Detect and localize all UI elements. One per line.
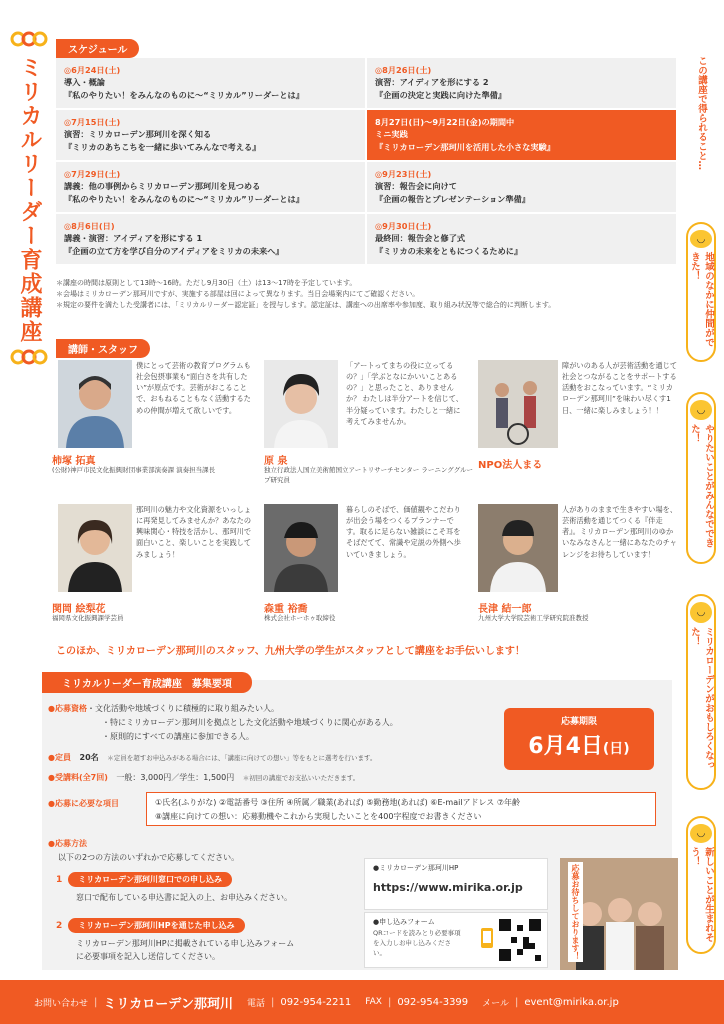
recruit-label-wrap [42, 672, 252, 693]
benefit-text: やりたいことがみんなでできた！ [689, 424, 714, 548]
benefit-text: ミリカローデンがおもしろくなった！ [689, 627, 714, 770]
schedule-cell [56, 58, 365, 108]
schedule-topic: 導入・概論 [64, 77, 105, 88]
person-icon [478, 504, 558, 592]
method-2 [56, 918, 245, 933]
rings-icon [9, 30, 49, 48]
method-2-line: ミリカローデン那珂川HPに掲載されている申し込みフォーム [76, 939, 295, 948]
fee-row [48, 772, 359, 783]
staff-name: NPO法人まる [478, 460, 543, 471]
staff-comment: 「アートってまちの役に立ってるの？」「学ぶとなにかいいことあるの？」と思ったこと、ありませんか？ わたしは半分アートを信じて、半分疑っています。わたしと一緒に考えてみませんか。 [346, 361, 463, 426]
person-icon [264, 360, 338, 448]
schedule-date: ◎7月15日(土) [64, 117, 121, 127]
schedule-subtitle: 『企画の立て方を学び自分のアイディアをミリカの未来へ』 [64, 245, 284, 256]
schedule-topic: 演習：アイディアを形にする 2 [375, 77, 489, 88]
staff-affiliation: 九州大学大学院芸術工学研究院准教授 [478, 614, 589, 622]
method-2-line: に必要事項を記入し送信してください。 [76, 951, 220, 961]
hp-url-link[interactable]: https://www.mirika.or.jp [373, 881, 523, 894]
schedule-date: ◎9月30日(土) [375, 221, 432, 231]
tel-value[interactable]: 092-954-2211 [280, 996, 352, 1008]
smile-face-icon: ◡ [690, 230, 712, 248]
method-intro: 以下の2つの方法のいずれかで応募してください。 [58, 853, 240, 862]
person-icon [58, 504, 132, 592]
staff-photo [58, 504, 132, 592]
schedule-date: ◎8月26日(土) [375, 65, 432, 75]
schedule-cell-highlight [367, 110, 676, 160]
page-title: ミリカルリーダー育成講座 [17, 56, 42, 344]
required-items-line: ⑧講座に向けての想い：応募動機やこれから実現したいことを400字程度でお書きください [155, 811, 482, 821]
benefit-text: 新しいことが生まれそう！ [689, 847, 714, 943]
benefit-bubble [686, 222, 716, 362]
staff-affiliation: 福岡県文化振興課学芸員 [52, 614, 124, 622]
method-title: ミリカローデン那珂川窓口での申し込み [68, 872, 232, 887]
benefits-intro: この講座で得られること… [696, 56, 707, 170]
person-icon [58, 360, 132, 448]
staff-name: 原 泉 [264, 456, 288, 467]
qual-line: ・特にミリカローデン那珂川を拠点とした文化活動や地域づくりに関心がある人。 [102, 718, 398, 727]
staff-photo [478, 360, 558, 448]
qual-label: ●応募資格 [48, 704, 87, 713]
staff-photo [264, 504, 338, 592]
staff-name: 森重 裕喬 [264, 604, 308, 615]
fee-value: 一般：3,000円／学生：1,500円 [116, 773, 235, 782]
staff-comment: 那珂川の魅力や文化資源をいっしょに再発見してみませんか？あなたの興味関心・特技を活かし、那珂川で面白いこと、楽しいことを実践してみましょう！ [136, 505, 252, 559]
fee-note: ＊初回の講座でお支払いいただきます。 [242, 774, 360, 782]
qr-code-icon[interactable] [499, 919, 541, 961]
staff-affiliation: 独立行政法人国立美術館国立アートリサーチセンター ラーニンググループ研究員 [264, 466, 474, 484]
staff-label: 講師・スタッフ [56, 339, 150, 358]
smartphone-icon [479, 927, 495, 949]
schedule-date: ◎6月24日(土) [64, 65, 121, 75]
fee-label: ●受講料(全7回) [48, 773, 108, 782]
waiting-message: 応募お待ちしております！ [568, 862, 583, 962]
schedule-subtitle: 『ミリカの未来をともにつくるために』 [375, 245, 523, 256]
note-line: ＊会場はミリカローデン那珂川ですが、実施する部屋は回によって異なります。当日会場案内にてご確認ください。 [56, 290, 420, 299]
hp-box [364, 858, 548, 910]
schedule-grid [56, 58, 676, 264]
schedule-date: ◎8月6日(日) [64, 221, 115, 231]
benefit-text: 地域のなかに仲間ができた！ [689, 252, 714, 348]
schedule-topic: 講義・演習：アイディアを形にする 1 [64, 233, 203, 244]
smile-face-icon: ◡ [690, 602, 712, 623]
schedule-topic: ミニ実践 [375, 129, 408, 140]
fax-label: FAX [365, 997, 382, 1007]
rings-icon [9, 348, 49, 366]
deadline-date: 6月4日 [528, 734, 603, 759]
schedule-subtitle: 『ミリカのあちこちを一緒に歩いてみんなで考える』 [64, 141, 261, 152]
schedule-notes [56, 278, 686, 312]
staff-label-wrap [56, 338, 150, 358]
schedule-topic: 講義：他の事例からミリカローデン那珂川を見つめる [64, 181, 261, 192]
staff-comment: 暮らしのそばで、価値観やこだわりが出会う場をつくるプランナーです。取るに足らない雑談にこそ耳をそばだてて、常識や定説の外側へ歩いていきましょう。 [346, 505, 461, 559]
recruit-label: ミリカルリーダー育成講座 募集要項 [42, 672, 252, 693]
method-label: ●応募方法 [48, 839, 87, 848]
person-icon [264, 504, 338, 592]
schedule-cell [367, 162, 676, 212]
qual-line: ・文化活動や地域づくりに積極的に取り組みたい人。 [86, 704, 279, 713]
schedule-subtitle: 『私のやりたい！をみんなのものに〜“ミリカル”リーダーとは』 [64, 89, 304, 100]
schedule-topic: 演習：報告会に向けて [375, 181, 457, 192]
contact-label: お問い合わせ [34, 998, 89, 1009]
schedule-subtitle: 『私のやりたい！をみんなのものに〜“ミリカル”リーダーとは』 [64, 193, 304, 204]
benefit-bubble [686, 594, 716, 790]
qual-line: ・原則的にすべての講座に参加できる人。 [102, 732, 254, 741]
required-items-label: ●応募に必要な項目 [48, 799, 119, 808]
staff-name: 関岡 絵梨花 [52, 604, 106, 615]
method-2-text [76, 938, 294, 964]
mail-link[interactable]: event@mirika.or.jp [524, 996, 619, 1008]
deadline-box [504, 708, 654, 770]
schedule-cell [56, 162, 365, 212]
benefit-bubble [686, 392, 716, 564]
staff-extra-note: このほか、ミリカローデン那珂川のスタッフ、九州大学の学生がスタッフとして講座をお手伝いします！ [56, 646, 525, 657]
schedule-label: スケジュール [56, 39, 139, 58]
qualification-block [48, 702, 488, 744]
tel-label: 電話 [247, 998, 266, 1009]
method-1 [56, 872, 232, 887]
schedule-label-wrap [56, 38, 139, 58]
method-number: 1 [56, 874, 63, 885]
schedule-subtitle: 『企画の決定と実践に向けた準備』 [375, 89, 507, 100]
required-items-box [146, 792, 656, 826]
contact-footer: お問い合わせ | ミリカローデン那珂川 電話 | 092-954-2211 FAX | 092-954-3399 メール | event@mirika.or.jp [0, 980, 724, 1024]
smile-face-icon: ◡ [690, 824, 712, 843]
cap-value: 20名 [79, 753, 99, 762]
group-photo-icon [478, 360, 558, 448]
benefits-column [684, 30, 720, 980]
schedule-date: 8月27日(日)〜9月22日(金)の期間中 [375, 117, 515, 127]
staff-comment: 障がいのある人が芸術活動を通じて社会とつながることをサポートする活動をおこなっています。“ミリカローデン那珂川”を味わい尽くす1日、一緒に楽しみましょう！！ [562, 361, 678, 415]
schedule-cell [56, 214, 365, 264]
schedule-topic: 演習：ミリカローデン那珂川を深く知る [64, 129, 212, 140]
staff-photo [264, 360, 338, 448]
smile-face-icon: ◡ [690, 400, 712, 420]
staff-name: 柿塚 拓真 [52, 456, 96, 467]
form-text: QRコードを読みとり必要事項を入力しお申し込みください。 [373, 929, 461, 957]
capacity-row [48, 752, 376, 763]
staff-affiliation: 株式会社ホーホゥ取締役 [264, 614, 336, 622]
method-number: 2 [56, 920, 63, 931]
deadline-label: 応募期限 [560, 717, 597, 727]
hp-label: ●ミリカローデン那珂川HP [373, 864, 459, 872]
schedule-subtitle: 『ミリカローデン那珂川を活用した小さな実験』 [375, 141, 555, 152]
schedule-date: ◎7月29日(土) [64, 169, 121, 179]
note-line: ＊規定の要件を満たした受講者には、「ミリカルリーダー認定証」を授与します。認定証は、講座への出席率や参加度、取り組み状況等で総合的に判断します。 [56, 301, 556, 310]
note-line: ＊講座の時間は原則として13時〜16時。ただし9月30日（土）は13〜17時を予定しています。 [56, 279, 357, 287]
left-title-area [6, 30, 52, 370]
deadline-weekday: (日) [602, 741, 630, 757]
fax-value: 092-954-3399 [397, 996, 469, 1008]
schedule-topic: 最終回：報告会と修了式 [375, 233, 466, 244]
staff-comment: 人がありのままで生きやすい場を、芸術活動を通じてつくる『伴走者』。ミリカローデン那珂川のゆかいなみなさんと一緒にあなたのチャレンジをお待ちしています！ [562, 505, 678, 559]
cap-label: ●定員 [48, 753, 71, 762]
staff-photo [58, 360, 132, 448]
mail-label: メール [482, 998, 509, 1009]
form-label: ●申し込みフォーム [373, 918, 435, 926]
staff-name: 長津 結一郎 [478, 604, 532, 615]
method-title: ミリカローデン那珂川HPを通じた申し込み [68, 918, 244, 933]
schedule-subtitle: 『企画の報告とプレゼンテーション準備』 [375, 193, 530, 204]
staff-photo [478, 504, 558, 592]
schedule-cell [56, 110, 365, 160]
cap-note: ＊定員を超すお申込みがある場合には、「講座に向けての想い」等をもとに選考を行います。 [107, 754, 377, 762]
form-box [364, 912, 548, 968]
staff-affiliation: (公財)神戸市民文化振興財団事業部演奏課 演奏担当課長 [52, 466, 216, 474]
schedule-cell [367, 58, 676, 108]
schedule-cell [367, 214, 676, 264]
benefit-bubble [686, 816, 716, 954]
method-1-text: 窓口で配布している申込書に記入の上、お申込みください。 [76, 893, 292, 902]
required-items-line: ①氏名(ふりがな) ②電話番号 ③住所 ④所属／職業(あれば) ⑤勤務地(あれば) ⑥E-mailアドレス ⑦年齢 [155, 798, 521, 807]
contact-org: ミリカローデン那珂川 [103, 996, 234, 1012]
schedule-date: ◎9月23日(土) [375, 169, 432, 179]
staff-comment: 僕にとって芸術の教育プログラムも社会包摂事業も“面白さを共有したい”が原点です。芸術がおこることで、おもねることもなく活動するための仲間が増えて欲しいです。 [136, 361, 251, 415]
